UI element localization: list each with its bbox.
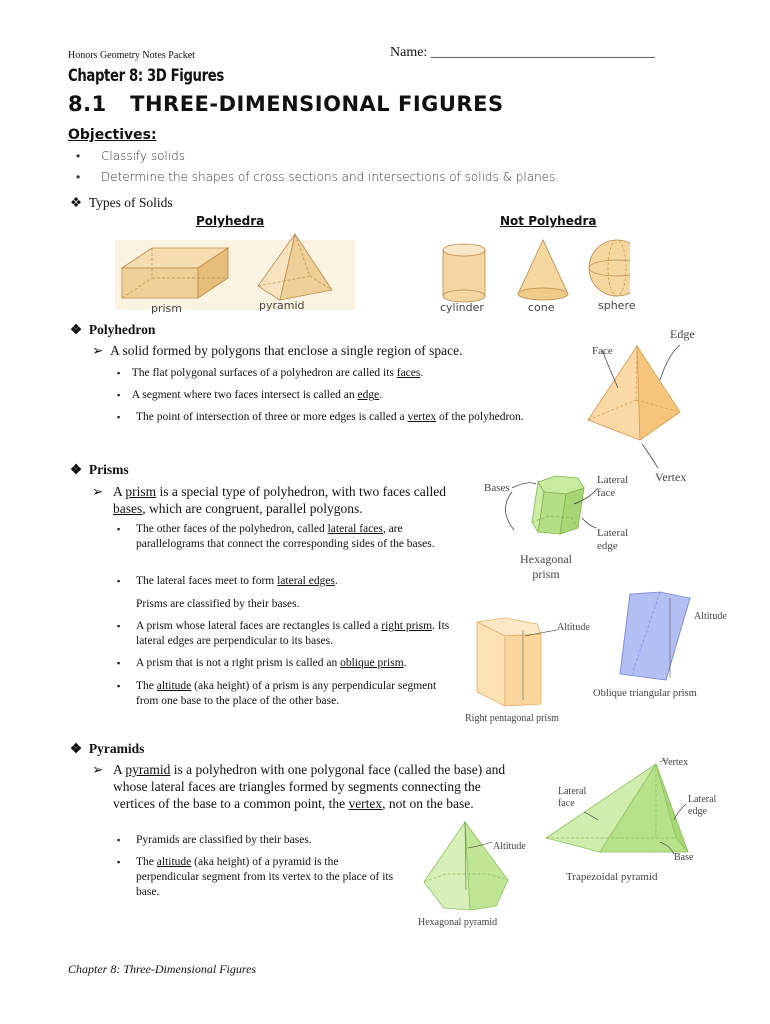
fig-pyr-lateral-face-label: Lateral face [558,786,587,809]
fig-face-label: Face [592,345,613,357]
objective-2: Determine the shapes of cross sections and intersections of solids & planes. [101,170,560,184]
polyhedron-bullet-2: ▪ A segment where two faces intersect is called an edge. [117,389,383,401]
pyramid-bullet-2: The altitude (aka height) of a pyramid is the perpendicular segment from its vertex to the place of its base. [136,856,394,898]
cone-body [518,240,568,294]
pyramid-definition: A pyramid is a polyhedron with one polygonal face (called the base) and whose lateral faces are triangles formed by segments connecting the vertices of the base to a common point, the vertex, not on the base. [113,762,506,811]
fig-trap-pyramid-label: Trapezoidal pyramid [566,871,658,883]
prism-bullet-1: The other faces of the polyhedron, called lateral faces, are parallelograms that connect the corresponding sides of the bases. [136,523,435,550]
fig-pyr-altitude-label: Altitude [493,841,526,852]
fig-hex-pyramid-label: Hexagonal pyramid [418,917,498,928]
sphere-label: sphere [598,299,636,312]
polyhedron-figure [580,340,690,470]
pyramid-bullet-1: Pyramids are classified by their bases. [136,834,312,846]
chapter-title: Chapter 8: 3D Figures [68,66,224,86]
oblique-prism-figure [608,590,708,690]
fig-right-pentagonal-label: Right pentagonal prism [465,713,559,724]
polyhedron-bullet-1: ▪ The flat polygonal surfaces of a polyhedron are called its faces. [117,367,424,379]
prism-bullet-3: A prism whose lateral faces are rectangles is called a right prism. Its lateral edges are perpendicular to its bases. [136,620,450,647]
cone-label: cone [528,301,555,314]
fig-pyr-base-label: Base [674,852,694,863]
not-polyhedra-label: Not Polyhedra [500,214,597,228]
fig-oblique-label: Oblique triangular prism [593,688,697,699]
prism-classified: Prisms are classified by their bases. [136,598,300,610]
name-field: Name: ________________________________ [390,45,655,60]
prism-front [122,268,198,298]
types-heading: ❖ Types of Solids [70,195,173,210]
fig-bases-label: Bases [484,482,510,494]
pyramid-label: pyramid [259,299,305,312]
packet-title: Honors Geometry Notes Packet [68,50,195,61]
prism-label: prism [151,302,183,315]
prism-bullet-2: The lateral faces meet to form lateral edges. [136,575,338,587]
pyramids-heading: ❖ Pyramids [70,741,145,756]
fig-lateral-edge-label: Lateral edge [597,527,629,552]
right-pentagonal-prism-figure [465,612,565,712]
fig-vertex-label: Vertex [655,470,687,484]
polyhedron-heading: ❖ Polyhedron [70,322,156,337]
sphere-body [589,240,630,296]
objectives-heading: Objectives: [68,127,157,143]
fig-oblique-altitude-label: Altitude [694,611,727,622]
fig-hex-prism-label: Hexagonal prism [520,552,572,581]
prism-bullet-4: A prism that is not a right prism is called an oblique prism. [136,657,407,669]
prisms-heading: ❖ Prisms [70,462,129,477]
cylinder-label: cylinder [440,301,484,314]
fig-altitude-label: Altitude [557,622,590,633]
polyhedron-definition: ➢ A solid formed by polygons that enclose a single region of space. [92,343,463,358]
fig-pyr-lateral-edge-label: Lateral edge [688,794,717,817]
objective-bullet: • [76,149,81,163]
hex-pyramid-figure [410,818,520,918]
fig-lateral-face-label: Lateral face [597,474,629,499]
fig-pyr-vertex-label: Vertex [662,757,689,768]
cylinder-body [443,250,485,296]
objective-1: Classify solids [101,149,185,163]
page-footer: Chapter 8: Three-Dimensional Figures [68,962,257,976]
polyhedra-label: Polyhedra [196,214,265,228]
prism-definition: A prism is a special type of polyhedron, with two faces called bases, which are congruent, parallel polygons. [113,484,446,516]
objective-bullet: • [76,170,81,184]
fig-edge-label: Edge [670,327,695,341]
prism-bullet-5: The altitude (aka height) of a prism is any perpendicular segment from one base to the place of the other base. [136,680,437,707]
section-title: 8.1 THREE-DIMENSIONAL FIGURES [68,92,504,116]
polyhedron-bullet-3: The point of intersection of three or more edges is called a vertex of the polyhedron. [136,411,524,423]
